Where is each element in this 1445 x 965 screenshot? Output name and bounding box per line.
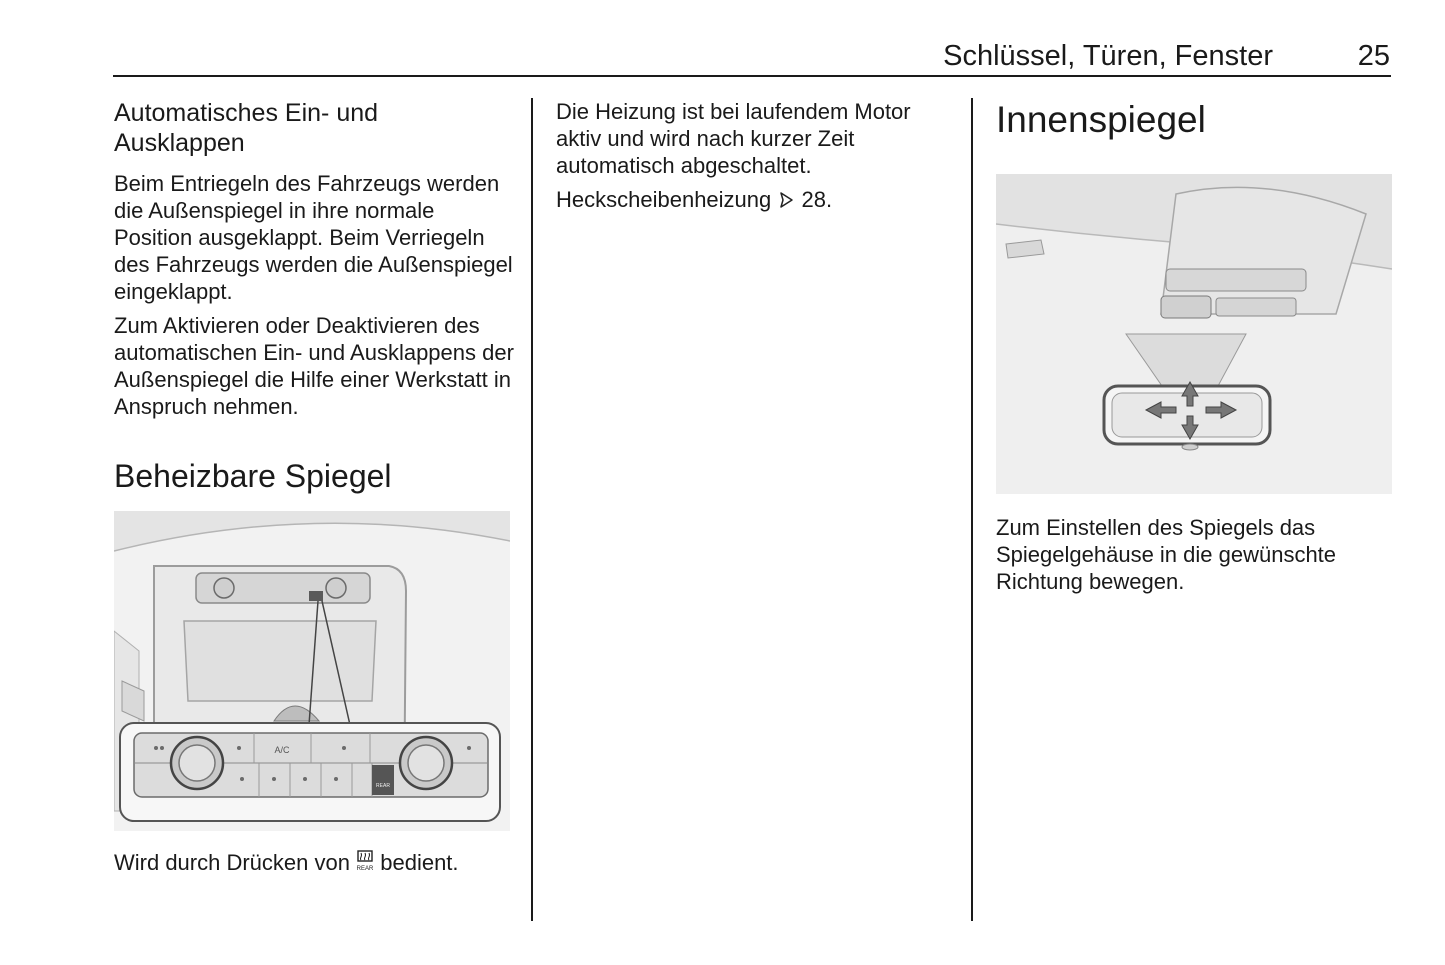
reference-rear-window-heating bbox=[556, 186, 956, 213]
column-3 bbox=[996, 98, 1391, 602]
column-1 bbox=[114, 98, 514, 883]
column-divider-2 bbox=[971, 98, 973, 921]
reference-page: 28. bbox=[801, 187, 833, 212]
svg-text:REAR: REAR bbox=[356, 866, 374, 872]
caption-text-before: Wird durch Drücken von bbox=[114, 850, 350, 875]
rear-window-heating-icon bbox=[356, 850, 374, 872]
section-heading-heated-mirrors: Beheizbare Spiegel bbox=[114, 458, 392, 494]
paragraph-auto-fold-2: Zum Aktivieren oder Deaktivieren des automatischen Ein- und Ausklappens der Außenspiegel die Hilfe einer Werkstatt in Anspruch nehmen. bbox=[114, 313, 514, 419]
rear-button-label: REAR bbox=[376, 783, 390, 789]
column-divider-1 bbox=[531, 98, 533, 921]
reference-text: Heckscheibenheizung bbox=[556, 187, 772, 212]
page-reference-arrow-icon bbox=[777, 191, 795, 209]
interior-mirror-figure bbox=[996, 174, 1392, 494]
climate-control-figure bbox=[114, 511, 510, 831]
paragraph-interior-mirror: Zum Einstellen des Spiegels das Spiegelgehäuse in die gewünschte Richtung bewegen. bbox=[996, 515, 1337, 594]
header-rule bbox=[113, 75, 1391, 77]
section-heading-interior-mirror: Innenspiegel bbox=[996, 99, 1206, 140]
caption-heated-mirrors bbox=[114, 849, 514, 876]
running-header-title: Schlüssel, Türen, Fenster bbox=[943, 40, 1273, 72]
paragraph-heating-info: Die Heizung ist bei laufendem Motor aktiv und wird nach kurzer Zeit automatisch abgeschaltet. bbox=[556, 99, 911, 178]
subheading-auto-fold: Automatisches Ein- und Ausklappen bbox=[114, 99, 379, 157]
page-number: 25 bbox=[1357, 40, 1390, 72]
paragraph-auto-fold-1: Beim Entriegeln des Fahrzeugs werden die Außenspiegel in ihre normale Position ausgeklappt. Beim Verriegeln des Fahrzeugs werden die Außenspiegel eingeklappt. bbox=[114, 171, 513, 304]
column-2 bbox=[556, 98, 956, 220]
ac-button-label: A/C bbox=[274, 745, 290, 755]
caption-text-after: bedient. bbox=[380, 850, 459, 875]
